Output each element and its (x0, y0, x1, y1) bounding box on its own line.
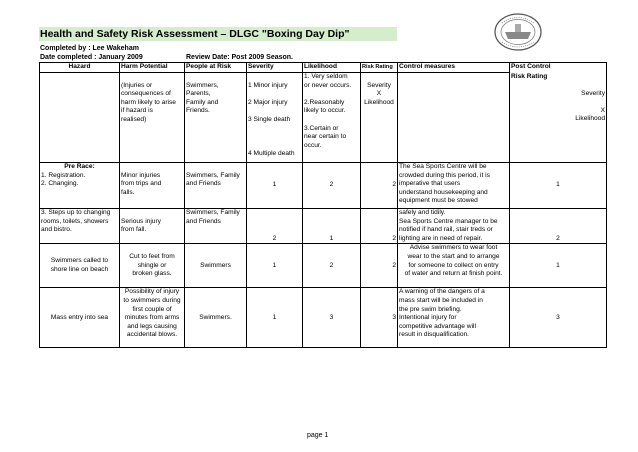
people-line: Swimmers. (199, 313, 232, 321)
severity-cell: 1 (247, 244, 303, 288)
control-line: the pre swim briefing. (399, 305, 462, 313)
hazard-line: 2. Changing. (41, 180, 79, 188)
table-row (40, 163, 607, 209)
severity-cell: 1 (247, 163, 303, 209)
page-number: page 1 (307, 432, 329, 439)
club-crest-logo (493, 12, 543, 52)
control-line: understand housekeeping and (399, 188, 488, 196)
key-severity-line: 1 Minor injury (248, 81, 288, 89)
key-likelihood-line: 1. Very seldom (304, 73, 348, 80)
post-control-rating-label: Risk Rating (511, 72, 548, 80)
review-date: Review Date: Post 2009 Season. (186, 54, 293, 61)
risk-cell: 2 (361, 209, 398, 244)
key-people-cell (185, 73, 247, 163)
harm-line: to swimmers during (123, 296, 181, 304)
key-likelihood-line: 3.Certain or (304, 124, 339, 132)
harm-line: falls. (121, 188, 135, 196)
people-cell (185, 209, 247, 244)
control-line: notified if hand rail, stair treds or (399, 226, 493, 234)
col-control-measures: Control measures (398, 63, 510, 73)
control-line: Sea Sports Centre manager to be (399, 217, 498, 225)
key-harm-line: harm likely to arise (121, 98, 176, 106)
harm-cell (120, 244, 185, 288)
harm-line: broken glass. (132, 270, 172, 278)
key-risk-line: Severity (367, 81, 391, 89)
hazard-line: Mass entry into sea (50, 313, 109, 321)
hazard-line: Swimmers called to (50, 257, 109, 265)
key-likelihood-line: 2.Reasonably (304, 98, 345, 106)
header-row (40, 63, 607, 73)
people-line: and Friends (186, 180, 221, 188)
people-line: and Friends (186, 217, 221, 225)
people-line: Swimmers, Family (186, 171, 240, 179)
hazard-cell (40, 209, 120, 244)
key-post-line: X (600, 106, 605, 114)
hazard-cell (40, 288, 120, 348)
people-cell (185, 163, 247, 209)
harm-line: minutes from arms (124, 314, 180, 322)
key-people-line: Swimmers, (186, 81, 219, 89)
control-cell (398, 288, 510, 348)
control-line: competitive advantage will (399, 322, 476, 330)
likelihood-cell: 2 (303, 163, 361, 209)
key-people-line: Family and (186, 98, 219, 106)
key-likelihood-cell (303, 73, 361, 163)
severity-cell: 1 (247, 288, 303, 348)
control-line: Intentional injury for (399, 314, 457, 322)
key-hazard-cell (40, 73, 120, 163)
harm-cell (120, 209, 185, 244)
people-line: Swimmers, Family (186, 209, 240, 216)
table-row (40, 209, 607, 244)
control-line: safely and tidily. (399, 209, 446, 216)
hazard-cell (40, 163, 120, 209)
harm-line: Serious injury (121, 217, 161, 225)
col-harm-potential: Harm Potential (120, 63, 185, 73)
key-severity-line: 3 Single death (248, 115, 291, 123)
control-line: lighting are in need of repair. (399, 234, 483, 242)
control-line: for someone to collect on entry (408, 261, 499, 269)
col-post-control: Post Control (510, 63, 607, 73)
pre-race-label: Pre Race: (64, 163, 95, 170)
col-hazard: Hazard (40, 63, 120, 73)
harm-cell (120, 288, 185, 348)
hazard-line: and bistro. (41, 226, 72, 234)
harm-line: from trips and (121, 180, 162, 188)
likelihood-cell: 3 (303, 288, 361, 348)
col-people-at-risk: People at Risk (185, 63, 247, 73)
key-likelihood-line: occur. (304, 141, 322, 149)
key-harm-line: consequences of (121, 90, 171, 98)
key-post-cell (510, 73, 607, 163)
date-completed: Date completed : January 2009 (40, 54, 143, 61)
harm-line: from fall. (121, 226, 147, 234)
control-line: Advise swimmers to wear foot (409, 244, 498, 252)
post-control-cell: 1 (510, 244, 607, 288)
key-people-line: Parents, (186, 90, 211, 98)
hazard-line: 3. Steps up to changing (41, 209, 111, 216)
key-likelihood-line: near certain to (304, 133, 347, 141)
hazard-line: 1. Registration. (41, 171, 86, 179)
hazard-cell (40, 244, 120, 288)
key-likelihood-line: or never occurs. (304, 81, 352, 89)
hazard-line: shore line on beach (50, 265, 109, 273)
table-row (40, 288, 607, 348)
harm-line: accidental blows. (126, 331, 178, 339)
completed-by: Completed by : Lee Wakeham (40, 45, 139, 52)
key-post-line: Severity (581, 89, 605, 97)
control-line: crowded during this period, it is (399, 171, 490, 179)
people-line: Swimmers (200, 261, 231, 269)
document-title: Health and Safety Risk Assessment – DLGC "Boxing Day Dip" (39, 27, 397, 41)
harm-line: Possibility of injury (124, 288, 180, 296)
key-row (40, 73, 607, 163)
col-severity: Severity (247, 63, 303, 73)
people-cell (185, 288, 247, 348)
harm-cell (120, 163, 185, 209)
likelihood-cell: 1 (303, 209, 361, 244)
harm-line: Cut to feet from (129, 252, 175, 260)
key-harm-line: realised) (121, 115, 147, 123)
control-cell (398, 163, 510, 209)
key-risk-line: X (376, 90, 382, 98)
col-likelihood: Likelihood (303, 63, 361, 73)
risk-cell: 2 (361, 244, 398, 288)
control-line: The Sea Sports Centre will be (399, 163, 487, 170)
harm-line: and legs causing (127, 322, 177, 330)
control-cell (398, 209, 510, 244)
harm-line: first couple of (132, 305, 172, 313)
likelihood-cell: 2 (303, 244, 361, 288)
control-line: A warning of the dangers of a (399, 288, 485, 296)
post-control-cell: 3 (510, 288, 607, 348)
key-post-line: Likelihood (575, 115, 605, 123)
harm-line: Minor injuries (121, 171, 161, 179)
key-likelihood-line: likely to occur. (304, 107, 346, 115)
control-line: of water and return at finish point. (404, 270, 503, 278)
key-risk-cell (361, 73, 398, 163)
key-harm-line: (Injuries or (121, 81, 153, 89)
key-severity-cell (247, 73, 303, 163)
key-risk-line: Likelihood (364, 98, 394, 106)
control-line: mass start will be included in (399, 296, 483, 304)
post-control-cell: 2 (510, 209, 607, 244)
hazard-line: rooms, toilets, showers (41, 217, 109, 225)
risk-assessment-table (39, 62, 607, 348)
control-line: equipment must be stowed (399, 197, 478, 205)
key-harm-cell (120, 73, 185, 163)
people-cell (185, 244, 247, 288)
control-line: result in disqualification. (399, 331, 470, 339)
control-line: imperative that users (399, 180, 461, 188)
key-control-cell (398, 73, 510, 163)
key-severity-line: 4 Multiple death (248, 150, 295, 158)
key-people-line: Friends. (186, 107, 210, 115)
table-row (40, 244, 607, 288)
key-harm-line: if hazard is (121, 107, 153, 115)
risk-cell: 3 (361, 288, 398, 348)
harm-line: shingle or (137, 261, 167, 269)
risk-cell: 2 (361, 163, 398, 209)
control-cell (398, 244, 510, 288)
col-risk-rating: Risk Rating (361, 63, 398, 73)
severity-cell: 2 (247, 209, 303, 244)
post-control-cell: 1 (510, 163, 607, 209)
key-severity-line: 2 Major injury (248, 98, 288, 106)
control-line: wear to the start and to arrange (407, 252, 500, 260)
